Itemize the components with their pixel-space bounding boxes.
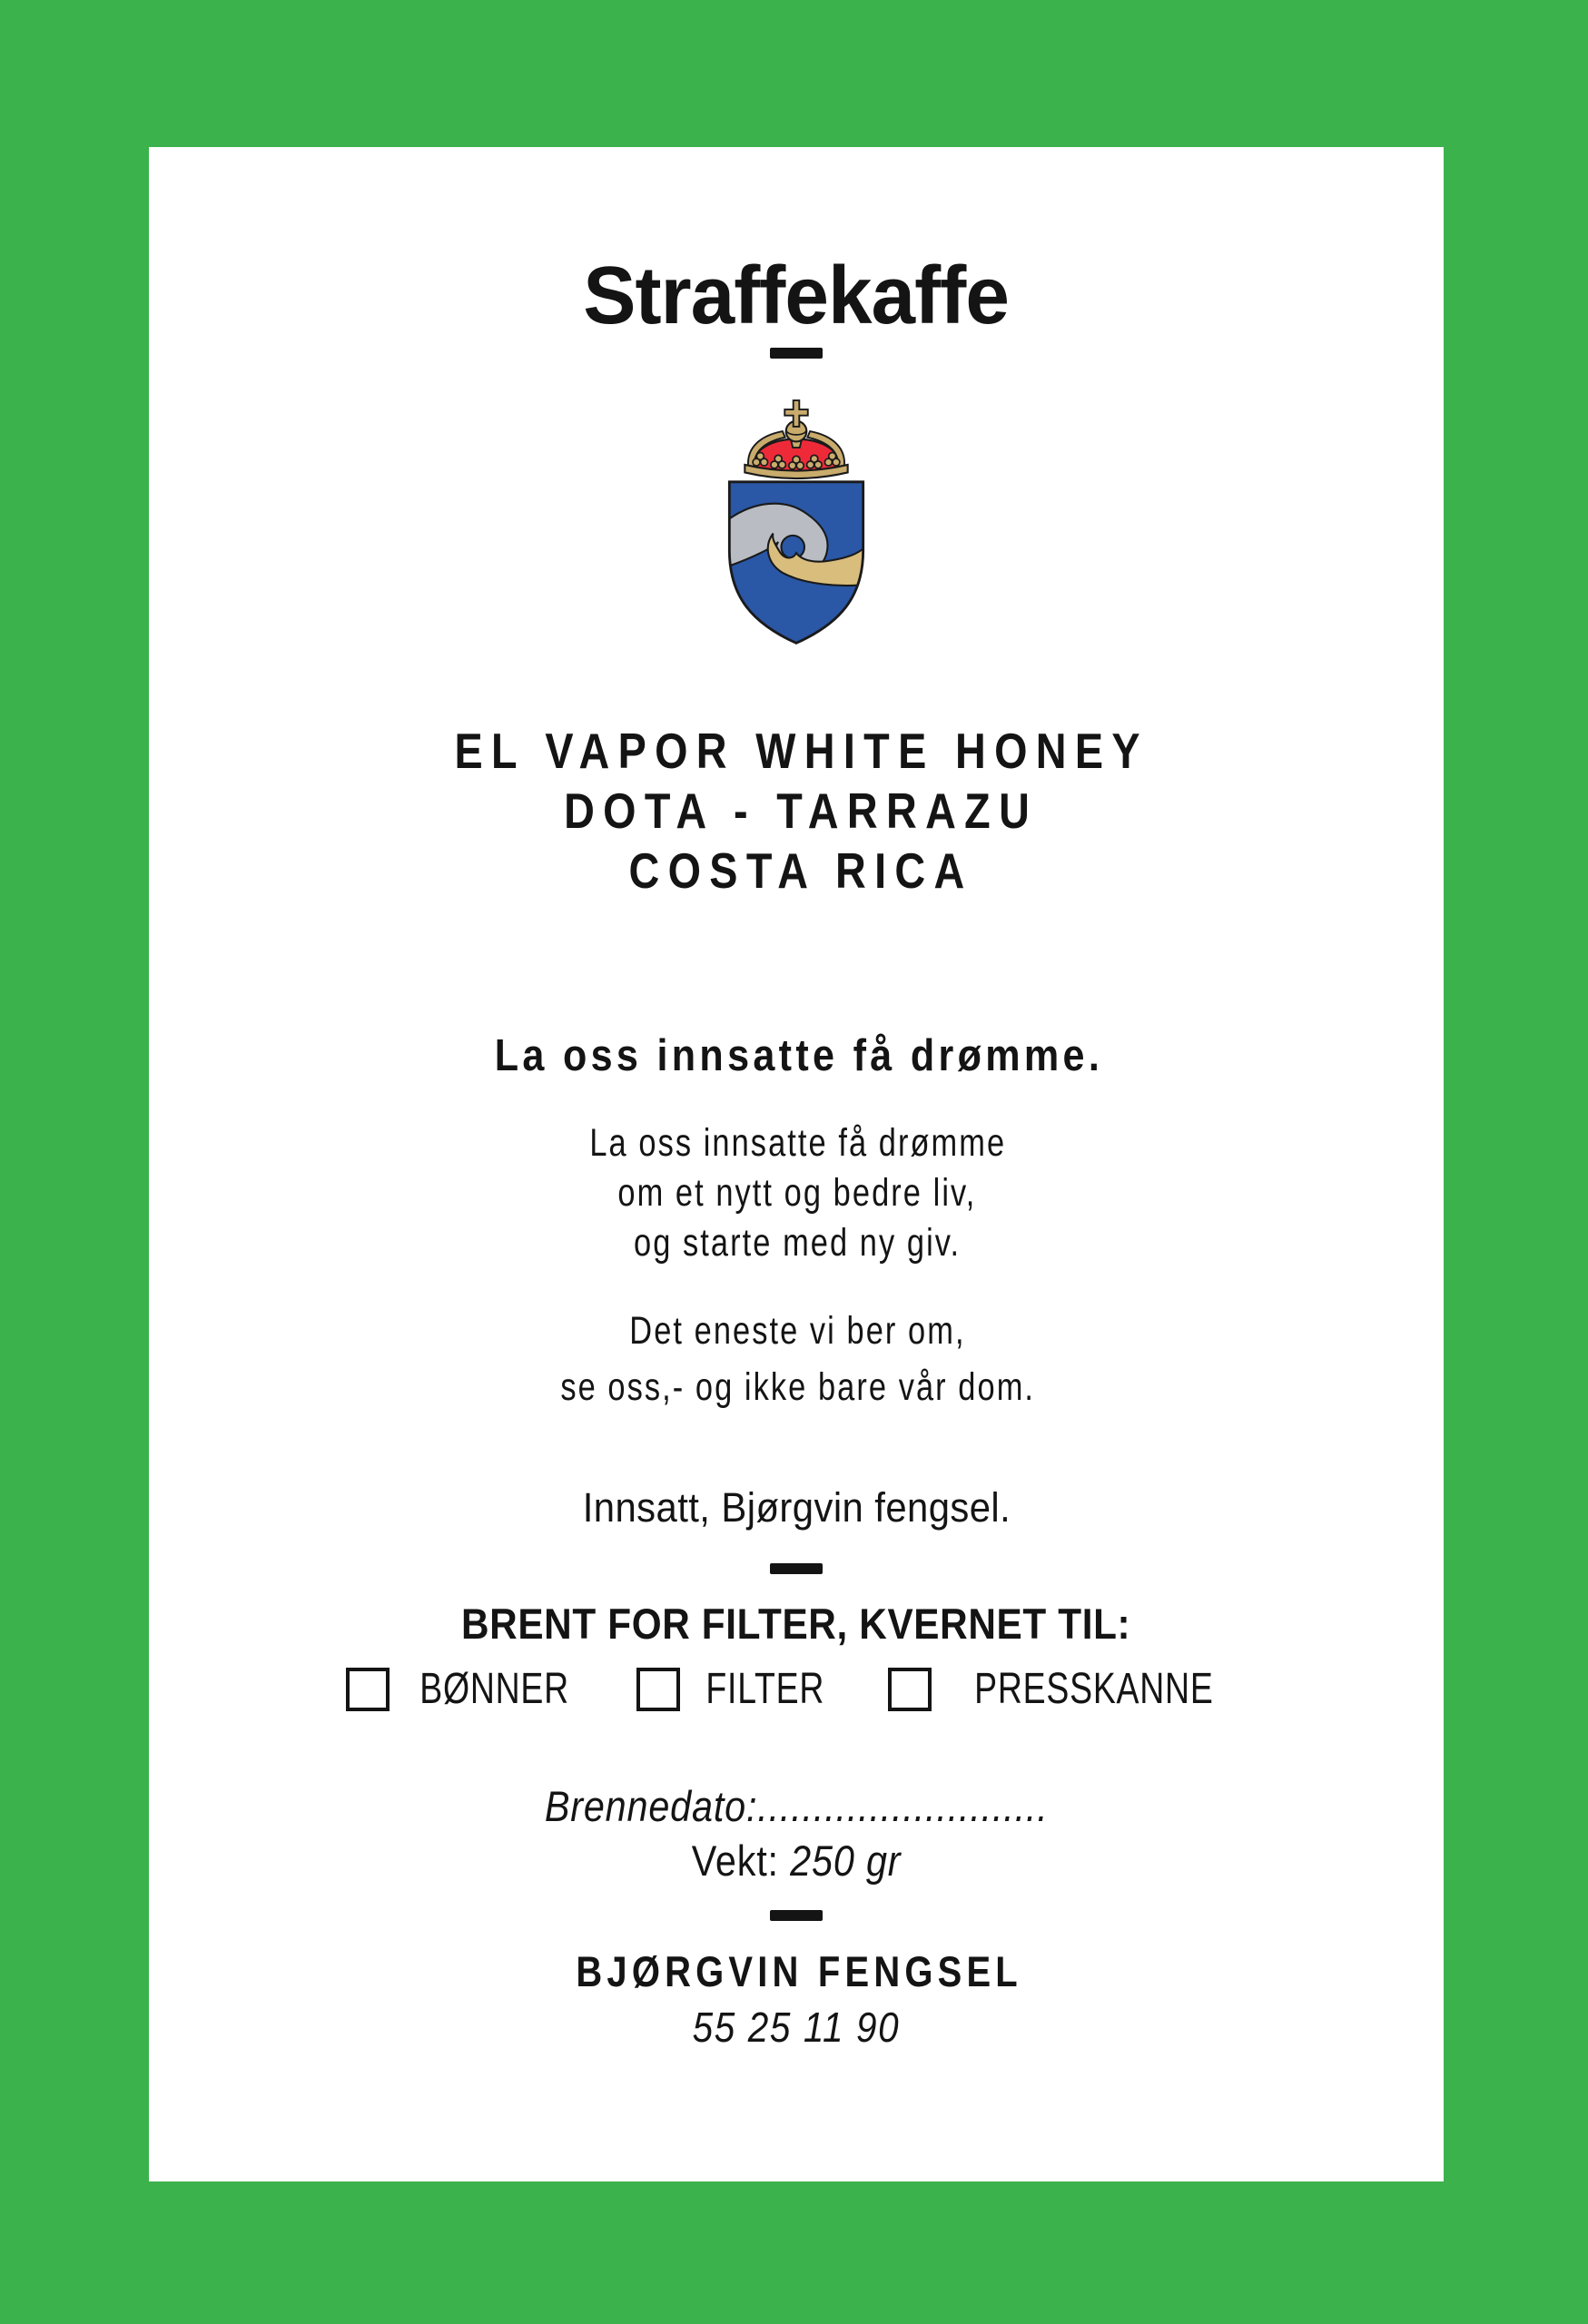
coffee-name [393,721,1199,901]
phone-number: 55 25 11 90 [692,2004,901,2051]
roast-date-line: Brennedato:.......................... [544,1782,1049,1830]
weight-line [149,1836,1444,1886]
poem-line: og starte med ny giv. [634,1221,962,1265]
brand-title-text: Straffekaffe [583,251,1010,341]
filter-label: FILTER [705,1665,825,1713]
grind-option-beans [346,1665,589,1713]
grind-heading: BRENT FOR FILTER, KVERNET TIL: [461,1600,1131,1648]
poem-line: La oss innsatte få drømme [588,1121,1006,1165]
presskanne-label: PRESSKANNE [974,1665,1214,1713]
poem-line: Det eneste vi ber om, [629,1309,966,1353]
producer-name: BJØRGVIN FENGSEL [576,1947,1022,1995]
coat-of-arms [719,384,873,652]
divider-dash-bottom [770,1910,823,1921]
coffee-name-line-2: DOTA - TARRAZU [564,783,1039,839]
poem-title: La oss innsatte få drømme. [494,1031,1103,1080]
poem-line: se oss,- og ikke bare vår dom. [559,1365,1035,1409]
presskanne-checkbox[interactable] [888,1668,932,1711]
beans-label: BØNNER [419,1665,570,1713]
grind-option-filter [636,1665,841,1713]
poem-stanza-1 [538,1118,1056,1268]
attribution: Innsatt, Bjørgvin fengsel. [582,1484,1011,1531]
label-card [149,147,1444,2181]
poem-line: om et nytt og bedre liv, [617,1171,977,1215]
filter-checkbox[interactable] [636,1668,680,1711]
beans-checkbox[interactable] [346,1668,390,1711]
crown-cross-icon [784,400,808,427]
weight-label: Vekt: [691,1837,779,1885]
grind-options-row [346,1665,1247,1713]
brand-title [149,251,1444,341]
divider-dash-top [770,348,823,359]
grind-option-presskanne [888,1665,1247,1713]
divider-dash-middle [770,1563,823,1574]
weight-value: 250 gr [790,1837,902,1885]
crown-icon [745,400,847,478]
wave-center-hole [781,536,804,559]
coffee-name-line-1: EL VAPOR WHITE HONEY [454,723,1149,779]
coffee-name-line-3: COSTA RICA [628,842,974,899]
poem-stanza-2 [501,1303,1092,1415]
